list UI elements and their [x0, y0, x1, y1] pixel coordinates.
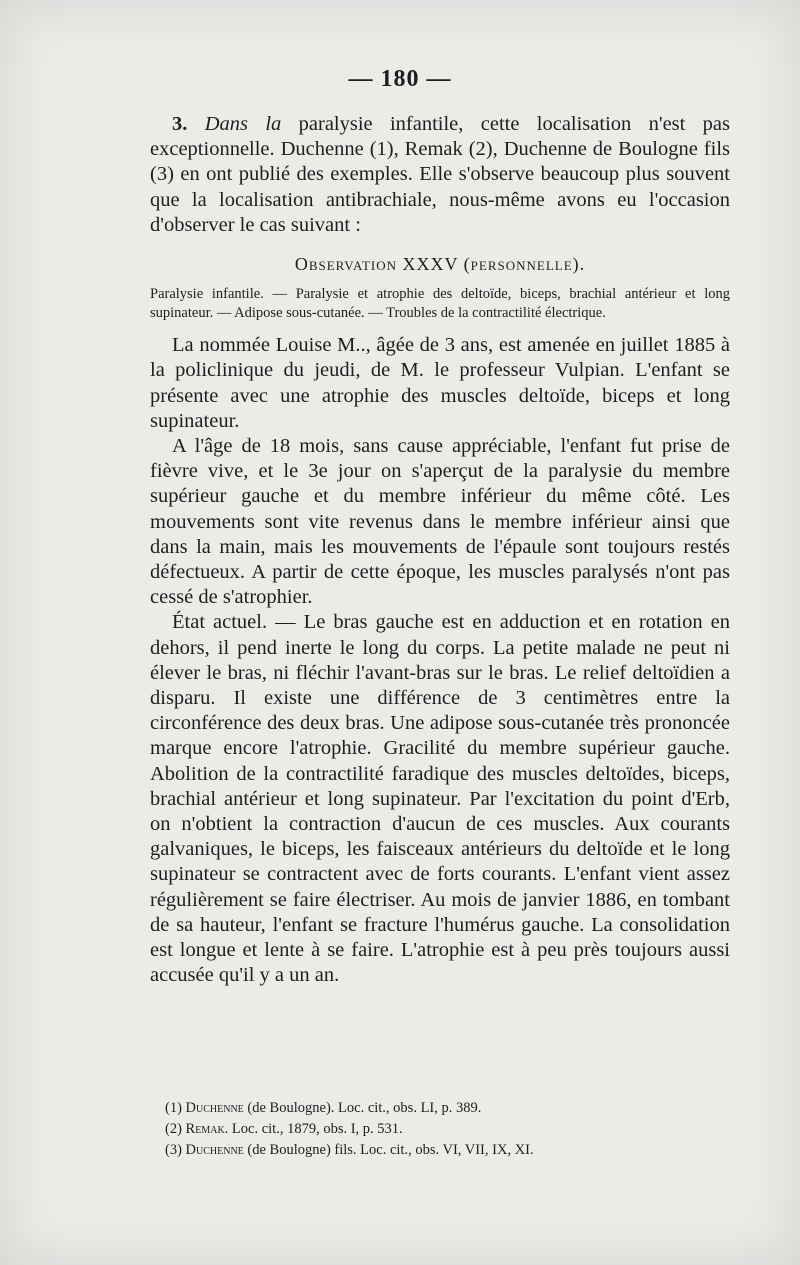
footnote-author: Duchenne	[185, 1142, 244, 1158]
section-number: 3.	[172, 113, 188, 135]
main-text	[150, 112, 730, 989]
case-paragraph-2: A l'âge de 18 mois, sans cause appréciable, l'enfant fut prise de fièvre vive, et le 3e jour on s'aperçut de la paralysie du membre supérieur gauche et du membre inférieur du même côté. Les mouvements sont vite revenus dans le membre inférieur ainsi que dans la main, mais les mouvements de l'épaule sont toujours restés défectueux. A partir de cette époque, les muscles paralysés n'ont pas cessé de s'atrophier.	[150, 435, 730, 609]
footnote-author: Duchenne	[185, 1100, 244, 1116]
section-intro: Dans la	[187, 113, 282, 135]
case-paragraph-3: État actuel. — Le bras gauche est en adduction et en rotation en dehors, il pend inerte le long du corps. La petite malade ne peut ni élever le bras, ni fléchir l'avant-bras sur le bras. Le relief deltoïdien a disparu. Il existe une différence de 3 centimètres entre la circonférence des deux bras. Une adipose sous-cutanée très prononcée marque encore l'atrophie. Gracilité du membre supérieur gauche. Abolition de la contractilité faradique des muscles deltoïdes, biceps, brachial antérieur et long supinateur. Par l'excitation du point d'Erb, on n'obtient la contraction d'aucun de ces muscles. Aux courants galvaniques, le biceps, les faisceaux antérieurs du deltoïde et le long supinateur se contractent avec de forts courants. L'enfant vient assez régulièrement se faire électriser. Au mois de janvier 1886, en tombant de sa hauteur, l'enfant se fracture l'humérus gauche. La consolidation est longue et lente à se faire. L'atrophie est à peu près toujours aussi accusée qu'il y a un an.	[150, 611, 730, 987]
footnote-text: (de Boulogne). Loc. cit., obs. LI, p. 389.	[243, 1100, 482, 1116]
footnote-1	[165, 1098, 725, 1119]
footnote-text: . Loc. cit., 1879, obs. I, p. 531.	[224, 1121, 403, 1137]
footnote-text: (de Boulogne) fils. Loc. cit., obs. VI, VII, IX, XI.	[243, 1142, 534, 1158]
case-paragraph-1: La nommée Louise M.., âgée de 3 ans, est amenée en juillet 1885 à la policlinique du jeudi, de M. le professeur Vulpian. L'enfant se présente avec une atrophie des muscles deltoïde, biceps et long supinateur.	[150, 334, 730, 432]
observation-title: Observation XXXV (personnelle).	[294, 254, 586, 275]
footnote-mark: (2)	[165, 1121, 182, 1137]
footnotes	[165, 1098, 725, 1161]
lead-text: paralysie infantile, cette localisation n'est pas exceptionnelle. Duchenne (1), Remak (2), Duchenne de Boulogne fils (3) en ont publié des exemples. Elle s'observe beaucoup plus souvent que la localisation antibrachiale, nous-même avons eu l'occasion d'observer le cas suivant :	[150, 113, 731, 236]
footnote-3	[165, 1140, 725, 1161]
observation-summary: Paralysie infantile. — Paralysie et atrophie des deltoïde, biceps, brachial antérieur et long supinateur. — Adipose sous-cutanée. — Troubles de la contractilité électrique.	[150, 286, 730, 322]
footnote-2	[165, 1119, 725, 1140]
lead-paragraph	[150, 112, 730, 238]
page-number: — 180 —	[348, 66, 452, 92]
footnote-mark: (1)	[165, 1100, 182, 1116]
footnote-mark: (3)	[165, 1142, 182, 1158]
footnote-author: Remak	[185, 1121, 225, 1137]
